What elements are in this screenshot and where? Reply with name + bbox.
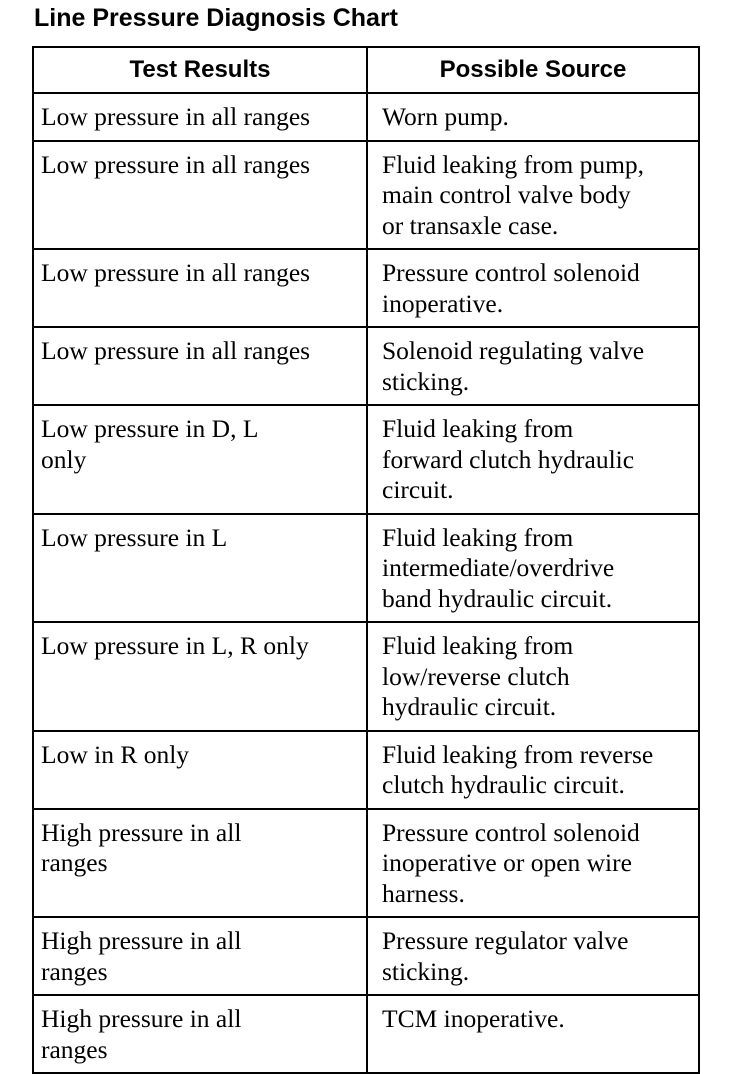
test-result-text: Low in R only xyxy=(41,739,190,769)
possible-source-cell xyxy=(367,995,699,1073)
possible-source-cell xyxy=(367,405,699,514)
test-result-cell xyxy=(33,141,367,250)
test-result-text: High pressure in all ranges xyxy=(41,1004,242,1064)
table-row xyxy=(33,917,699,995)
test-result-text: Low pressure in all ranges xyxy=(41,258,311,287)
test-result-cell xyxy=(33,731,367,809)
test-result-text: Low pressure in all ranges xyxy=(41,149,311,179)
possible-source-text: Pressure control solenoid inoperative. xyxy=(382,258,640,318)
possible-source-cell xyxy=(367,731,699,809)
possible-source-cell xyxy=(367,141,699,250)
test-result-text: High pressure in all ranges xyxy=(41,926,242,986)
table-row xyxy=(33,405,699,514)
header-row xyxy=(33,47,699,93)
possible-source-text: Pressure control solenoid inoperative or open wire harness. xyxy=(382,817,640,908)
test-result-cell xyxy=(33,809,367,918)
column-header-test-results: Test Results xyxy=(33,47,367,93)
test-result-cell xyxy=(33,917,367,995)
possible-source-text: Fluid leaking from pump, main control valve body or transaxle case. xyxy=(382,149,645,240)
page-title: Line Pressure Diagnosis Chart xyxy=(34,4,399,32)
table-row xyxy=(33,995,699,1073)
test-result-cell xyxy=(33,327,367,405)
possible-source-cell xyxy=(367,514,699,623)
test-result-cell xyxy=(33,405,367,514)
possible-source-cell xyxy=(367,249,699,327)
possible-source-text: TCM inoperative. xyxy=(382,1004,565,1033)
table-row xyxy=(33,327,699,405)
test-result-cell xyxy=(33,995,367,1073)
possible-source-cell xyxy=(367,93,699,141)
diagnosis-table xyxy=(32,46,700,1074)
possible-source-text: Solenoid regulating valve sticking. xyxy=(382,336,645,396)
table-row xyxy=(33,622,699,731)
test-result-cell xyxy=(33,622,367,731)
possible-source-text: Fluid leaking from reverse clutch hydraulic circuit. xyxy=(382,739,654,799)
table-row xyxy=(33,514,699,623)
possible-source-cell xyxy=(367,809,699,918)
test-result-text: High pressure in all ranges xyxy=(41,817,242,877)
possible-source-text: Pressure regulator valve sticking. xyxy=(382,926,629,986)
possible-source-cell xyxy=(367,622,699,731)
test-result-text: Low pressure in L xyxy=(41,522,228,552)
table-row xyxy=(33,731,699,809)
possible-source-text: Fluid leaking from low/reverse clutch hydraulic circuit. xyxy=(382,631,574,721)
table-row xyxy=(33,141,699,250)
test-result-text: Low pressure in all ranges xyxy=(41,102,311,131)
test-result-text: Low pressure in D, L only xyxy=(41,414,259,474)
possible-source-text: Fluid leaking from intermediate/overdrive band hydraulic circuit. xyxy=(382,522,615,613)
test-result-text: Low pressure in all ranges xyxy=(41,336,311,365)
test-result-cell xyxy=(33,514,367,623)
table-row xyxy=(33,93,699,141)
table-row xyxy=(33,809,699,918)
column-header-possible-source: Possible Source xyxy=(367,47,699,93)
possible-source-text: Worn pump. xyxy=(382,102,509,131)
test-result-cell xyxy=(33,249,367,327)
table-row xyxy=(33,249,699,327)
possible-source-text: Fluid leaking from forward clutch hydraulic circuit. xyxy=(382,414,635,504)
possible-source-cell xyxy=(367,327,699,405)
test-result-text: Low pressure in L, R only xyxy=(41,631,309,660)
possible-source-cell xyxy=(367,917,699,995)
test-result-cell xyxy=(33,93,367,141)
